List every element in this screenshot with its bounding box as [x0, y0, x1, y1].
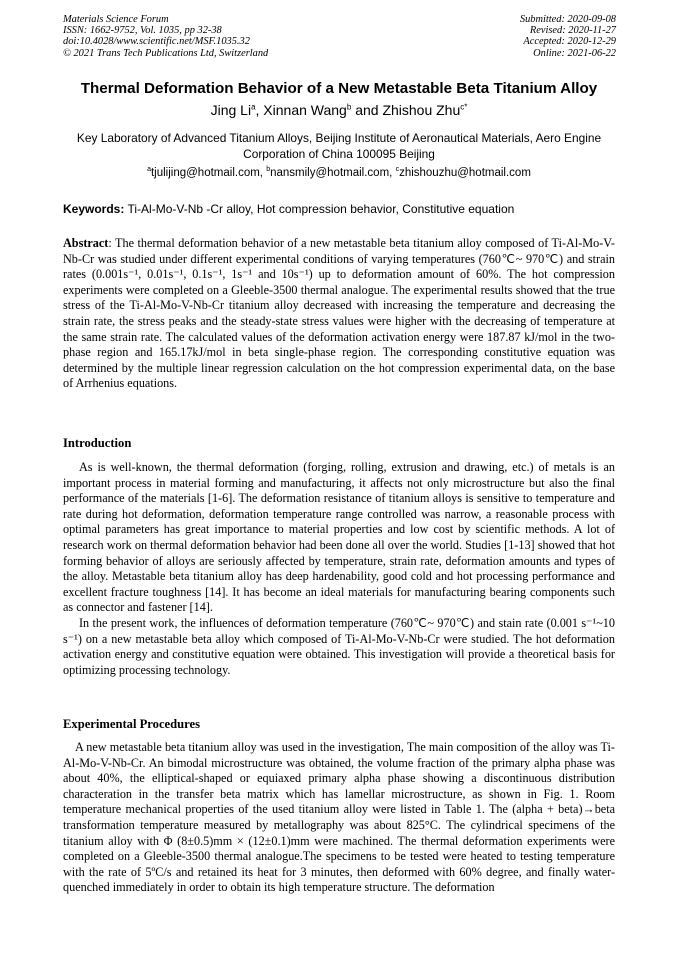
abstract [63, 236, 615, 392]
journal-name: Materials Science Forum [63, 14, 169, 25]
author-conjunction: and [355, 102, 379, 118]
email-superscript: a [147, 166, 151, 173]
abstract-text: : The thermal deformation behavior of a new metastable beta titanium alloy composed of Ti-Al-Mo-V-Nb-Cr was studied under different experimental conditions of varying temperatures (760℃~ 970℃) and strain rates (0.001s⁻¹, 0.01s⁻¹, 0.1s⁻¹, 1s⁻¹ and 10s⁻¹) up to deformation amount of 60%. The hot compression experiments were completed on a Gleeble-3500 thermal analogue. The experimental results showed that the true stress of the Ti-Al-Mo-V-Nb-Cr titanium alloy decreased with increasing the temperature and decreasing the strain rate, the stress peaks and the steady-state stress values were higher with the decreasing of temperature at the same strain rate. The calculated values of the deformation activation energy were 187.87 kJ/mol in the two-phase region and 165.17kJ/mol in beta single-phase region. The corresponding constitutive equation was determined by the multiple linear regression calculation on the hot compression experimental data, on the base of Arrhenius equations. [63, 236, 615, 391]
introduction-body [63, 460, 615, 678]
author-name: Zhishou Zhu [382, 102, 461, 118]
abstract-label: Abstract [63, 236, 109, 250]
journal-copyright: © 2021 Trans Tech Publications Ltd, Switzerland [63, 47, 269, 59]
journal-info [63, 14, 268, 59]
journal-issn: ISSN: 1662-9752, Vol. 1035, pp 32-38 [63, 25, 222, 37]
email-superscript: c [395, 166, 400, 173]
date-revised: Revised: 2020-11-27 [529, 25, 616, 37]
keywords [63, 202, 615, 216]
author-list: Jing Li$^a$, Xinnan Wang$^b$ and Zhishou Zhu$^{c*}$ [210, 102, 468, 118]
affiliation: Key Laboratory of Advanced Titanium Alloys, Beijing Institute of Aeronautical Materials, Aero Engine Corporation of China 100095 Beijing [76, 131, 602, 161]
email-link[interactable]: nansmily@hotmail.com, [270, 166, 393, 179]
submission-dates [520, 14, 616, 59]
section-heading-experimental: Experimental Procedures [63, 717, 200, 731]
email-link[interactable]: tjulijing@hotmail.com, [150, 166, 263, 179]
paragraph: A new metastable beta titanium alloy was used in the investigation, The main composition of the alloy was Ti-Al-Mo-V-Nb-Cr. An bimodal microstructure was obtained, the volume fraction of the primary alpha phase was about 40%, the elliptical-shaped or equiaxed primary alpha phase showing a discontinuous distribution characteration in the transfer beta matrix which has lamellar microstructure, as shown in Fig. 1. Room temperature mechanical properties of the used titanium alloy were listed in Table 1. The (alpha + beta)→beta transformation temperature measured by metallography was about 825°C. The cylindrical specimens of the titanium alloy with Φ (8±0.5)mm × (12±0.1)mm were machined. The thermal deformation experiments were completed on a Gleeble-3500 thermal analogue.The specimens to be tested were heated to testing temperature with the rate of 5ºC/s and retained its heat for 3 minutes, then deformed with 60% degree, and finally water-quenched immediately in order to obtain its high temperature structure. The deformation [63, 740, 615, 895]
author-superscript: a [251, 102, 256, 112]
journal-doi: doi:10.4028/www.scientific.net/MSF.1035.32 [63, 36, 250, 48]
email-list [0, 166, 678, 179]
experimental-body [63, 740, 615, 896]
section-heading-introduction: Introduction [63, 436, 132, 450]
date-accepted: Accepted: 2020-12-29 [523, 36, 616, 48]
paragraph: In the present work, the influences of deformation temperature (760℃~ 970℃) and stain rate (0.001 s⁻¹~10 s⁻¹) on a new metastable beta alloy which composed of Ti-Al-Mo-V-Nb-Cr were studied. The hot deformation activation energy and constitutive equation were obtained. This investigation will provide a theoretical basis for optimizing processing technology. [63, 615, 615, 677]
author-name: Jing Li [210, 102, 252, 118]
keywords-label: Keywords: [63, 202, 125, 216]
date-submitted: Submitted: 2020-09-08 [519, 14, 616, 25]
author-name: Xinnan Wang [263, 102, 347, 118]
email-superscript: b [266, 166, 271, 173]
keywords-text: Ti-Al-Mo-V-Nb -Cr alloy, Hot compression behavior, Constitutive equation [127, 202, 515, 216]
author-superscript: b [346, 102, 352, 112]
date-online: Online: 2021-06-22 [533, 47, 616, 59]
paragraph: As is well-known, the thermal deformation (forging, rolling, extrusion and drawing, etc.) of metals is an important process in material forming and manufacturing, it affects not only microstructure but also the final performance of the materials [1-6]. The deformation resistance of titanium alloys is sensitive to temperature and rate during hot deformation, deformation temperature range controlled was narrow, a reasonable process with optimal parameters has great importance to material properties and low cost by scientific methods. A lot of research work on thermal deformation behavior had been done all over the world. Studies [1-13] showed that hot forming behavior of alloys are seriously affected by temperature, strain rate, deformation amounts and types of the alloy. Metastable beta titanium alloy has deep hardenability, good cold and hot processing performance and excellent fracture toughness [14]. It has become an ideal materials for manufacturing bearing components such as connector and fastener [14]. [63, 460, 615, 615]
author-superscript: c* [460, 102, 468, 112]
paper-title: Thermal Deformation Behavior of a New Metastable Beta Titanium Alloy [80, 80, 598, 97]
email-link[interactable]: zhishouzhu@hotmail.com [399, 166, 531, 179]
